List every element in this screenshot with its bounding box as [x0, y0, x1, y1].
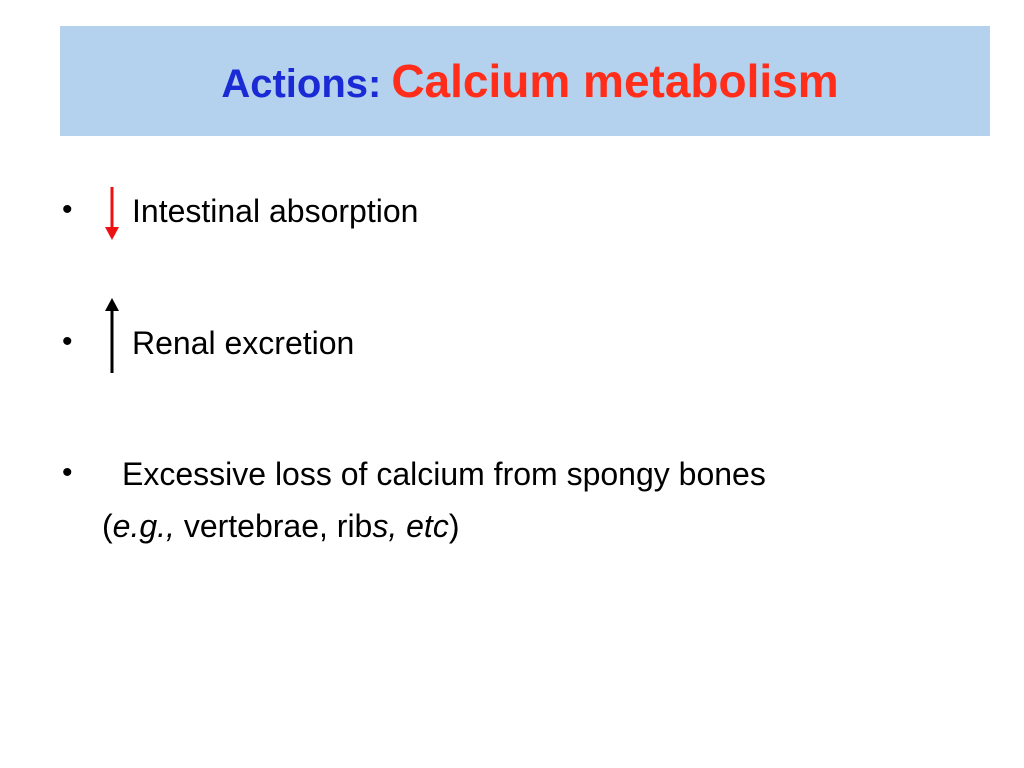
close-paren: ) [448, 508, 460, 544]
bullet-item-bone-loss [62, 456, 982, 566]
bullet-item-renal [62, 325, 662, 385]
bullet-marker: • [62, 193, 73, 226]
eg-text: e.g., [112, 508, 175, 544]
bullet-item-intestinal [62, 193, 662, 253]
bullet-marker: • [62, 456, 73, 489]
open-paren: ( [102, 508, 113, 544]
bullet-text-line1: Excessive loss of calcium from spongy bones [122, 456, 766, 492]
bullet-text-line2 [102, 508, 459, 545]
plural-suffix: s, [372, 508, 398, 544]
arrow-up-icon [102, 297, 122, 377]
bullet-text: Renal excretion [132, 325, 355, 361]
title-bar [60, 26, 990, 136]
title-main: Calcium metabolism [391, 55, 839, 107]
arrow-down-icon [102, 185, 122, 243]
slide-title [221, 54, 838, 108]
bullet-text: Intestinal absorption [132, 193, 419, 229]
bullet-marker: • [62, 325, 73, 358]
etc-text: etc [406, 508, 449, 544]
space-text [397, 508, 406, 544]
title-prefix: Actions: [221, 62, 382, 106]
examples-text: vertebrae, rib [174, 508, 373, 544]
